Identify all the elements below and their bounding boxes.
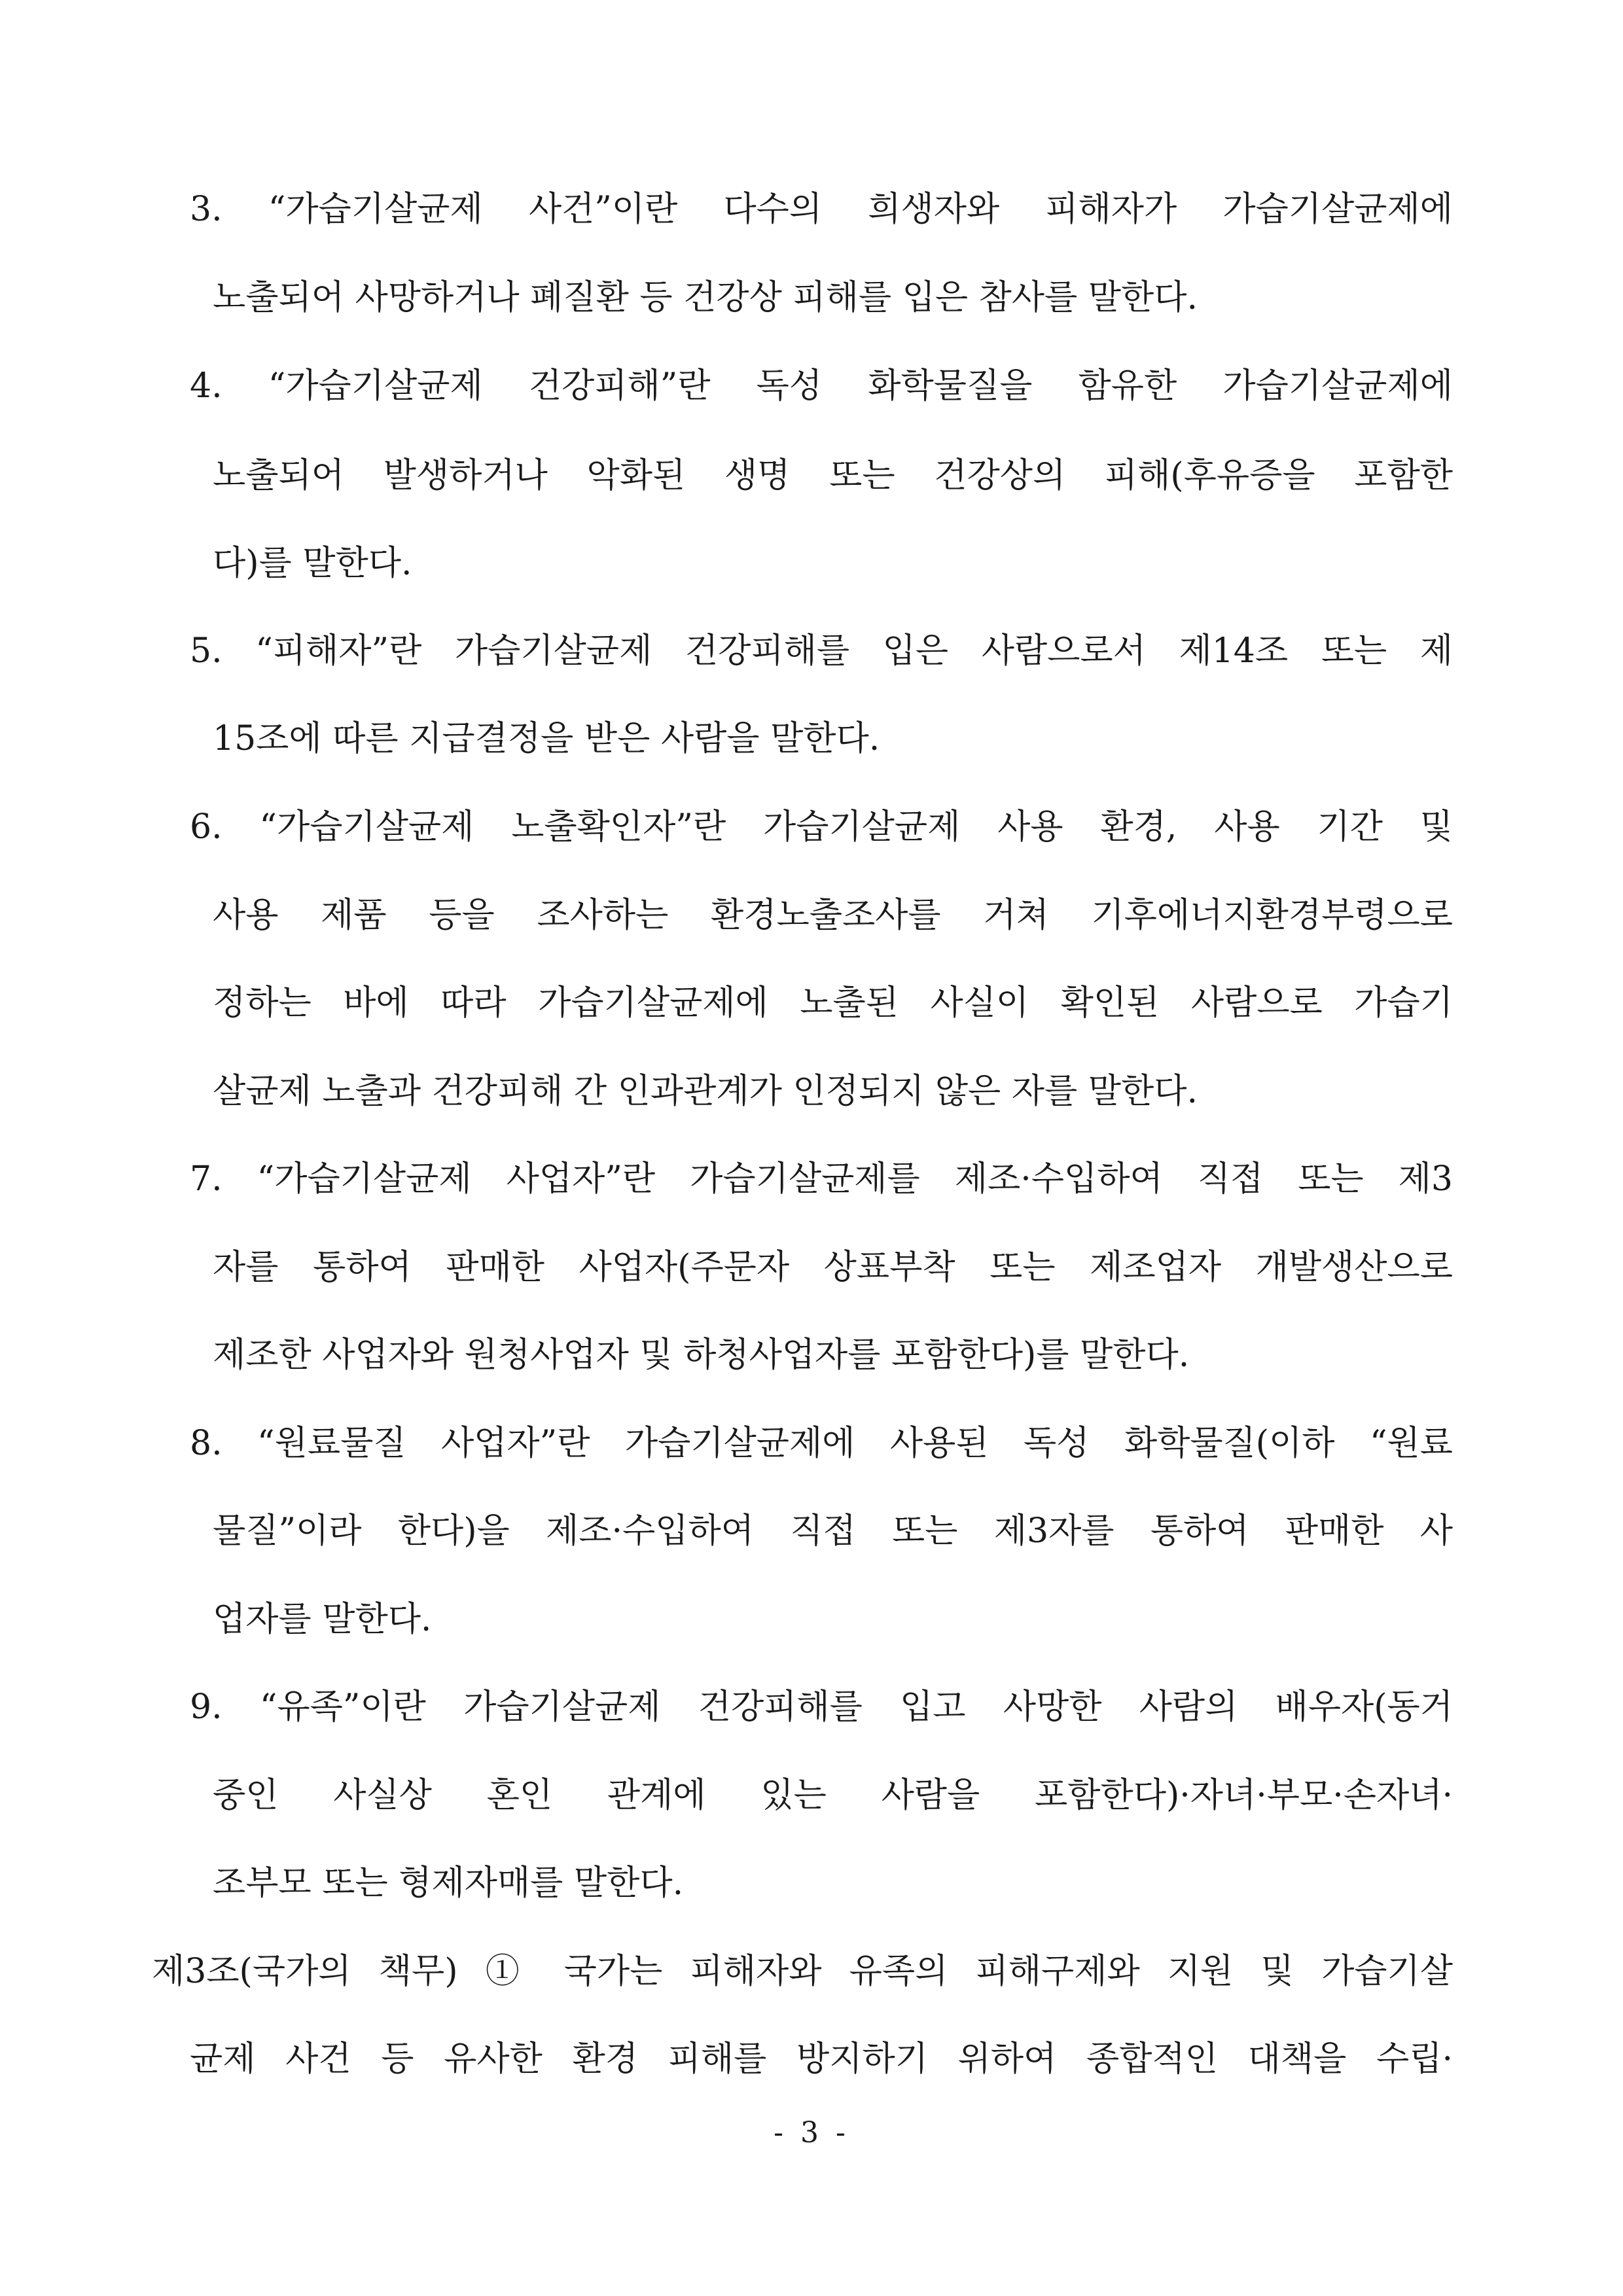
item-4-line-1: 4. “가습기살균제 건강피해”란 독성 화학물질을 함유한 가습기살균제에 <box>190 366 1453 406</box>
item-9-line-1: 9. “유족”이란 가습기살균제 건강피해를 입고 사망한 사람의 배우자(동거 <box>190 1687 1453 1727</box>
article-3-line-2: 균제 사건 등 유사한 환경 피해를 방지하기 위하여 종합적인 대책을 수립· <box>190 2040 1453 2079</box>
item-7-line-2: 자를 통하여 판매한 사업자(주문자 상표부착 또는 제조업자 개발생산으로 <box>213 1248 1453 1287</box>
item-3-line-2: 노출되어 사망하거나 폐질환 등 건강상 피해를 입은 참사를 말한다. <box>213 278 1198 317</box>
item-5-line-2: 15조에 따른 지급결정을 받은 사람을 말한다. <box>213 719 880 758</box>
item-6-line-2: 사용 제품 등을 조사하는 환경노출조사를 거쳐 기후에너지환경부령으로 <box>213 896 1453 935</box>
item-6-line-3: 정하는 바에 따라 가습기살균제에 노출된 사실이 확인된 사람으로 가습기 <box>213 983 1453 1023</box>
item-5-line-1: 5. “피해자”란 가습기살균제 건강피해를 입은 사람으로서 제14조 또는 제 <box>190 631 1453 671</box>
item-7-line-1: 7. “가습기살균제 사업자”란 가습기살균제를 제조·수입하여 직접 또는 제3 <box>190 1159 1453 1199</box>
item-8-line-1: 8. “원료물질 사업자”란 가습기살균제에 사용된 독성 화학물질(이하 “원료 <box>190 1424 1453 1463</box>
item-6-line-4: 살균제 노출과 건강피해 간 인과관계가 인정되지 않은 자를 말한다. <box>213 1072 1198 1111</box>
item-3-line-1: 3. “가습기살균제 사건”이란 다수의 희생자와 피해자가 가습기살균제에 <box>190 190 1453 229</box>
item-9-line-2: 중인 사실상 혼인 관계에 있는 사람을 포함한다)·자녀·부모·손자녀· <box>213 1776 1453 1815</box>
article-3-line-1: 제3조(국가의 책무) ① 국가는 피해자와 유족의 피해구제와 지원 및 가습기살 <box>152 1952 1453 1991</box>
item-6-line-1: 6. “가습기살균제 노출확인자”란 가습기살균제 사용 환경, 사용 기간 및 <box>190 807 1453 847</box>
item-9-line-3: 조부모 또는 형제자매를 말한다. <box>213 1863 684 1903</box>
item-7-line-3: 제조한 사업자와 원청사업자 및 하청사업자를 포함한다)를 말한다. <box>213 1335 1190 1375</box>
item-8-line-2: 물질”이라 한다)을 제조·수입하여 직접 또는 제3자를 통하여 판매한 사 <box>213 1511 1453 1551</box>
page-number: - 3 - <box>774 2116 849 2149</box>
item-4-line-2: 노출되어 발생하거나 악화된 생명 또는 건강상의 피해(후유증을 포함한 <box>213 456 1453 495</box>
item-4-line-3: 다)를 말한다. <box>213 544 412 583</box>
item-8-line-3: 업자를 말한다. <box>213 1600 432 1639</box>
